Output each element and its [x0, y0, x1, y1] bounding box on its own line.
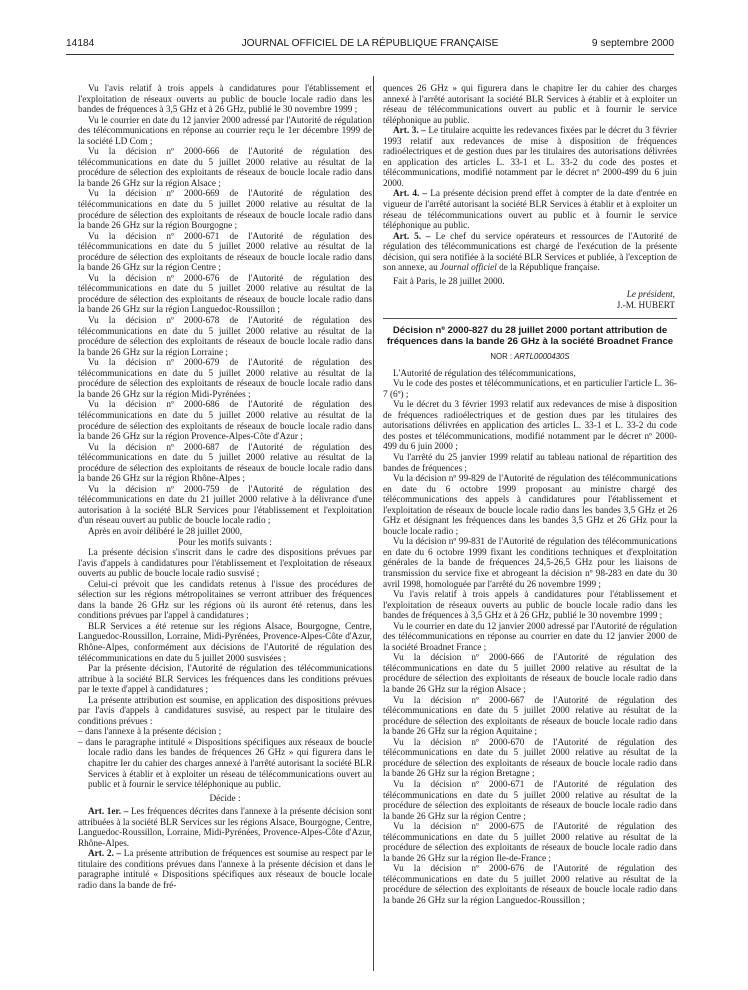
article-text: Les fréquences décrites dans l'annexe à la présente décision sont attribuées à la société BLR Services sur les régions Alsace, Bourgogne, Centre, Languedoc-Roussillon, Lorraine, Midi-Pyrénées, Provence-Alpes-Côte d'Azur, Rhône-Alpes. [78, 807, 372, 849]
paragraph: Vu la décision nº 2000-675 de l'Autorité de régulation des télécommunications en date du 5 juillet 2000 relative au résultat de la procédure de sélection des exploitants de réseaux de boucle locale radio dans la bande 26 GHz sur la région Ile-de-France ; [383, 822, 677, 864]
paragraph: Vu l'avis relatif à trois appels à candidatures pour l'établissement et l'exploitation de réseaux ouverts au public de boucle locale radio dans les bandes de fréquences à 3,5 GHz et à 26 GHz, publié le 30 novembre 1999 ; [383, 590, 677, 622]
paragraph: Vu la décision nº 2000-666 de l'Autorité de régulation des télécommunications en date du 5 juillet 2000 relative au résultat de la procédure de sélection des exploitants de réseaux de boucle locale radio dans la bande 26 GHz sur la région Alsace ; [78, 147, 372, 189]
motifs-heading: Pour les motifs suivants : [178, 537, 272, 548]
article-label: Art. 2. – [88, 849, 122, 860]
article-text: La présente attribution de fréquences est soumise au respect par le titulaire des conditions prévues dans l'annexe à la présente décision et dans le paragraphe intitulé « Dispositions spécifiques aux réseaux de boucle locale radio dans la bande de fré- [78, 849, 373, 892]
paragraph: Vu la décision nº 2000-671 de l'Autorité de régulation des télécommunications en date du 5 juillet 2000 relative au résultat de la procédure de sélection des exploitants de réseaux de boucle locale radio dans la bande 26 GHz sur la région Centre ; [383, 779, 677, 822]
article-label: Art. 4. – [393, 189, 428, 200]
paragraph: BLR Services a été retenue sur les régions Alsace, Bourgogne, Centre, Languedoc-Roussillon, Lorraine, Midi-Pyrénées, Provence-Alpes-Côte d'Azur, Rhône-Alpes, conformément aux décisions de l'Autorité de régulation des télécommunications en date du 5 juillet 2000 susvisées ; [78, 621, 372, 664]
article-2 [78, 849, 372, 891]
decision-separator [383, 318, 677, 319]
paragraph: Vu la décision nº 2000-671 de l'Autorité de régulation des télécommunications en date du 5 juillet 2000 relative au résultat de la procédure de sélection des exploitants de réseaux de boucle locale radio dans la bande 26 GHz sur la région Centre ; [78, 231, 372, 274]
article-text: Le chef du service opérateurs et ressources de l'Autorité de régulation des télécommunications est chargé de l'exécution de la présente décision, qui sera notifiée à la société BLR Services et publiée, à l'exception de son annexe, au [383, 231, 677, 274]
paragraph: L'Autorité de régulation des télécommunications, [393, 368, 576, 379]
paragraph: Vu la décision nº 99-831 de l'Autorité de régulation des télécommunications en date du 6 octobre 1999 fixant les conditions techniques et d'exploitation générales de la bande de fréquences 24,5-26,5 GHz pour les liaisons de transmission du service fixe et abrogeant la décision nº 98-283 en date du 30 avril 1998, homologuée par l'arrêté du 26 novembre 1999 ; [383, 537, 677, 590]
paragraph: Après en avoir délibéré le 28 juillet 2000, [88, 526, 243, 537]
paragraph: Vu le courrier en date du 12 janvier 2000 adressé par l'Autorité de régulation des télécommunications en réponse au courrier reçu le 1er décembre 1999 de la société LD Com ; [78, 115, 372, 147]
article-1 [78, 807, 372, 849]
article-text: La présente décision prend effet à compter de la date d'entrée en vigueur de l'arrêté autorisant la société BLR Services à établir et à exploiter un réseau de télécommunications ouvert au public et à fournir le service téléphonique au public. [383, 189, 677, 232]
article-text: de la République française. [496, 263, 600, 274]
paragraph: Celui-ci prévoit que les candidats retenus à l'issue des procédures de sélection sur les régions métropolitaines se verront attribuer des fréquences dans la bande 26 GHz sur les régions où ils auront été retenus, dans les conditions prévues par l'appel à candidatures ; [78, 579, 372, 622]
paragraph: Vu la décision nº 2000-669 de l'Autorité de régulation des télécommunications en date du 5 juillet 2000 relative au résultat de la procédure de sélection des exploitants de réseaux de boucle locale radio dans la bande 26 GHz sur la région Bourgogne ; [78, 189, 372, 232]
paragraph: La présente décision s'inscrit dans le cadre des dispositions prévues par l'avis d'appels à candidatures pour l'établissement et l'exploitation de réseaux ouverts au public de boucle locale radio susvisé ; [78, 548, 372, 580]
paragraph: Vu la décision nº 99-829 de l'Autorité de régulation des télécommunications en date du 6 octobre 1999 proposant au ministre chargé des télécommunications des appels à candidatures pour l'établissement et l'exploitation de réseaux de boucle locale radio dans les bandes 3,5 GHz et 26 GHz et désignant les fréquences dans les bandes 3,5 GHz et 26 GHz pour la boucle locale radio ; [383, 474, 677, 537]
fait-line: Fait à Paris, le 28 juillet 2000. [393, 276, 505, 287]
paragraph-continued: quences 26 GHz » qui figurera dans le chapitre Ier du cahier des charges annexé à l'arrêté autorisant la société BLR Services à établir et à exploiter un réseau de télécommunications ouvert au public et à fournir le service téléphonique au public. [383, 84, 677, 126]
signature-title: Le président, [626, 290, 675, 301]
paragraph: Vu la décision nº 2000-678 de l'Autorité de régulation des télécommunications en date du 5 juillet 2000 relative au résultat de la procédure de sélection des exploitants de réseaux de boucle locale radio dans la bande 26 GHz sur la région Lorraine ; [78, 316, 372, 358]
list-item: – dans le paragraphe intitulé « Dispositions spécifiques aux réseaux de boucle locale radio dans les bandes de fréquences 26 GHz » qui figurera dans le chapitre Ier du cahier des charges annexé à l'arrêté autorisant la société BLR Services à établir et à exploiter un réseau de télécommunications ouvert au public et à fournir le service téléphonique au public. [78, 737, 372, 791]
paragraph: La présente attribution est soumise, en application des dispositions prévues par l'avis d'appels à candidatures susvisé, au respect par le titulaire des conditions prévues : [78, 695, 372, 727]
paragraph: Vu le décret du 3 février 1993 relatif aux redevances de mise à disposition de fréquences radioélectriques et de gestion dues par les titulaires des autorisations délivrées en application des articles L. 33-1 et L. 33-2 du code des postes et télécommunications, modifié notamment par le décret nº 2000-499 du 6 juin 2000 ; [383, 400, 677, 453]
nor-label: NOR : [490, 352, 515, 362]
paragraph: Par la présente décision, l'Autorité de régulation des télécommunications attribue à la société BLR Services les fréquences dans les conditions prévues par le texte d'appel à candidatures ; [78, 664, 372, 696]
article-3 [383, 126, 677, 189]
article-5 [383, 232, 677, 274]
issue-date: 9 septembre 2000 [591, 38, 674, 49]
paragraph: Vu la décision nº 2000-666 de l'Autorité de régulation des télécommunications en date du 5 juillet 2000 relative au résultat de la procédure de sélection des exploitants de réseaux de boucle locale radio dans la bande 26 GHz sur la région Alsace ; [383, 653, 677, 696]
journal-reference: Journal officiel [440, 263, 497, 274]
paragraph: Vu la décision nº 2000-687 de l'Autorité de régulation des télécommunications en date du 5 juillet 2000 relative au résultat de la procédure de sélection des exploitants de réseaux de boucle locale radio dans la bande 26 GHz sur la région Rhône-Alpes ; [78, 442, 372, 485]
paragraph: Vu la décision nº 2000-676 de l'Autorité de régulation des télécommunications en date du 5 juillet 2000 relative au résultat de la procédure de sélection des exploitants de réseaux de boucle locale radio dans la bande 26 GHz sur la région Languedoc-Roussillon ; [383, 864, 677, 906]
signature-name: J.-M. HUBERT [616, 300, 675, 311]
article-4 [383, 189, 677, 231]
left-column [78, 84, 372, 892]
decision-title: Décision nº 2000-827 du 28 juillet 2000 portant attribution de fréquences dans la bande 26 GHz à la société Broadnet France [386, 325, 674, 348]
paragraph: Vu la décision nº 2000-686 de l'Autorité de régulation des télécommunications en date du 5 juillet 2000 relative au résultat de la procédure de sélection des exploitants de réseaux de boucle locale radio dans la bande 26 GHz sur la région Provence-Alpes-Côte d'Azur ; [78, 400, 372, 443]
page-number: 14184 [66, 38, 95, 49]
right-column [383, 84, 677, 907]
paragraph: Vu la décision nº 2000-667 de l'Autorité de régulation des télécommunications en date du 5 juillet 2000 relative au résultat de la procédure de sélection des exploitants de réseaux de boucle locale radio dans la bande 26 GHz sur la région Aquitaine ; [383, 695, 677, 738]
column-divider [373, 76, 374, 971]
paragraph: Vu le courrier en date du 12 janvier 2000 adressé par l'Autorité de régulation des télécommunications en réponse au courrier en date du 12 janvier 2000 de la société Broadnet France ; [383, 621, 677, 653]
paragraph: Vu la décision nº 2000-759 de l'Autorité de régulation des télécommunications en date du 21 juillet 2000 relative à la délivrance d'une autorisation à la société BLR Services pour l'établissement et l'exploitation d'un réseau ouvert au public de boucle locale radio ; [78, 484, 372, 527]
paragraph: Vu l'arrêté du 25 janvier 1999 relatif au tableau national de répartition des bandes de fréquences ; [383, 453, 677, 474]
paragraph: Vu la décision nº 2000-670 de l'Autorité de régulation des télécommunications en date du 5 juillet 2000 relative au résultat de la procédure de sélection des exploitants de réseaux de boucle locale radio dans la bande 26 GHz sur la région Bretagne ; [383, 737, 677, 780]
nor-reference [383, 352, 677, 363]
paragraph: Vu la décision nº 2000-679 de l'Autorité de régulation des télécommunications en date du 5 juillet 2000 relative au résultat de la procédure de sélection des exploitants de réseaux de boucle locale radio dans la bande 26 GHz sur la région Midi-Pyrénées ; [78, 358, 372, 400]
article-label: Art. 1er. – [88, 807, 129, 818]
list-item: – dans l'annexe à la présente décision ; [78, 727, 222, 738]
article-text: Le titulaire acquitte les redevances fixées par le décret du 3 février 1993 relatif aux redevances de mise à disposition de fréquences radioélectriques et de gestion dues par les titulaires des autorisations délivrées en application des articles L. 33-1 et L. 33-2 du code des postes et télécommunications, modifié notamment par le décret nº 2000-499 du 6 juin 2000. [383, 126, 678, 189]
article-label: Art. 5. – [393, 231, 431, 242]
article-label: Art. 3. – [393, 126, 426, 137]
page-header [66, 38, 674, 54]
paragraph: Vu le code des postes et télécommunications, et en particulier l'article L. 36-7 (6º) ; [383, 379, 677, 400]
paragraph: Vu l'avis relatif à trois appels à candidatures pour l'établissement et l'exploitation de réseaux ouverts au public de boucle locale radio dans les bandes de fréquences à 3,5 GHz et à 26 GHz, publié le 30 novembre 1999 ; [78, 84, 372, 116]
decide-heading: Décide : [209, 793, 241, 804]
journal-title: JOURNAL OFFICIEL DE LA RÉPUBLIQUE FRANÇAISE [241, 38, 499, 49]
paragraph: Vu la décision nº 2000-676 de l'Autorité de régulation des télécommunications en date du 5 juillet 2000 relative au résultat de la procédure de sélection des exploitants de réseaux de boucle locale radio dans la bande 26 GHz sur la région Languedoc-Roussillon ; [78, 273, 372, 316]
header-rule [66, 54, 674, 55]
nor-code: ARTL0000430S [514, 352, 570, 362]
